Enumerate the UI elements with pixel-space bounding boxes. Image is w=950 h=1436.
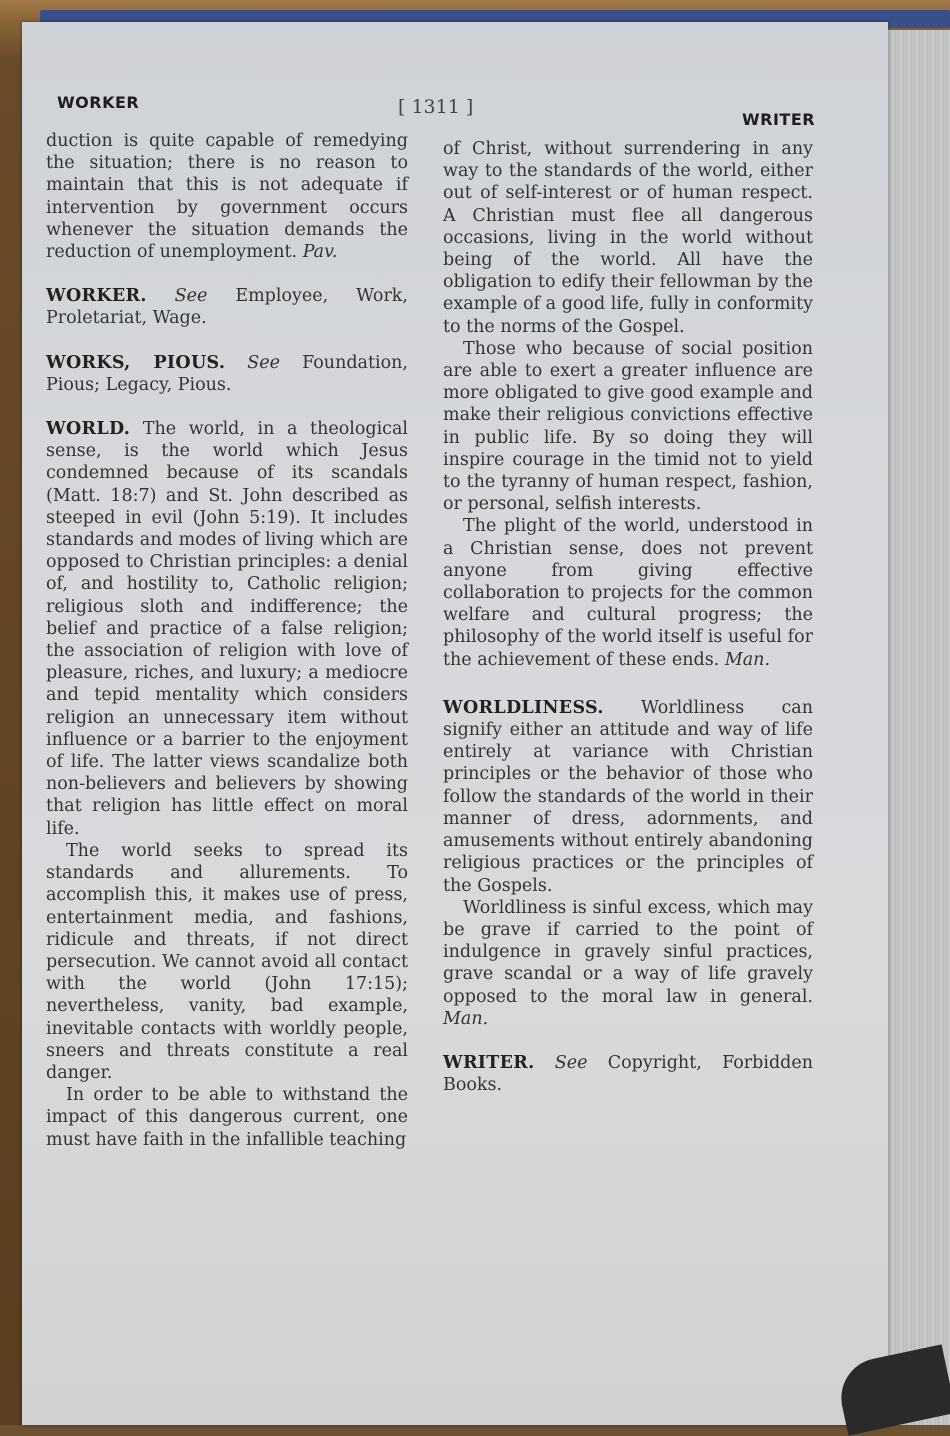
cross-references: Employee, Work, Proletariat, Wage. [46, 286, 408, 329]
entry-world [46, 418, 408, 840]
continued-paragraph: duction is quite capable of remedying the situation; there is no reason to maintain that this is not adequate if intervention by government occurs whenever the situation demands the reduction of unemployment. Pav. [46, 131, 408, 263]
paragraph: The plight of the world, understood in a Christian sense, does not prevent anyone from giving effective collaboration to projects for the common welfare and cultural progress; the philosophy of the world itself is useful for the achievement of these ends. Man. [443, 516, 813, 670]
author-initials: Man. [443, 1008, 489, 1029]
author-initials: Man. [724, 649, 771, 670]
entry-worker [46, 285, 408, 329]
see-reference: See [247, 352, 280, 373]
right-column [443, 138, 813, 1096]
entry-writer [443, 1052, 813, 1096]
entry-worldliness [443, 697, 813, 897]
cross-references: Copyright, Forbidden Books. [443, 1052, 813, 1096]
page-number: [ 1311 ] [398, 96, 474, 118]
headword: WORLD. [46, 419, 131, 440]
paragraph: The world, in a theological sense, is the world which Jesus condemned because of its scandals (Matt. 18:7) and St. John described as steeped in evil (John 5:19). It includes standards and modes of living which are opposed to Christian principles: a denial of, and hostility to, Catholic religion; religious sloth and indifference; the belief and practice of a false religion; the association of religion with love of pleasure, riches, and luxury; a mediocre and tepid mentality which considers religion an unnecessary item without influence or a barrier to the enjoyment of life. The latter views scandalize both non-believers and believers by showing that religion has little effect on moral life. [46, 419, 408, 839]
headword: WORKER. [46, 286, 147, 307]
left-column [46, 130, 408, 1151]
headword: WORLDLINESS. [443, 697, 604, 718]
paragraph: The world seeks to spread its standards and allurements. To accomplish this, it makes use of press, entertainment media, and fashions, ridicule and threats, if not direct persecution. We cannot avoid all contact with the world (John 17:15); nevertheless, vanity, bad example, inevitable contacts with worldly people, sneers and threats constitute a real danger. [46, 840, 408, 1083]
right-guide-word: WRITER [742, 110, 816, 129]
paragraph: Worldliness can signify either an attitude and way of life entirely at variance with Christian principles or the behavior of those who follow the standards of the world in their manner of dress, adornments, and amusements without entirely abandoning religious practices or the principles of the Gospels. [443, 697, 813, 896]
left-guide-word: WORKER [57, 93, 140, 112]
cross-references: Foundation, Pious; Legacy, Pious. [46, 352, 408, 395]
paragraph: In order to be able to withstand the impact of this dangerous current, one must have faith in the infallible teaching [46, 1085, 408, 1150]
author-initials: Pav. [302, 242, 338, 263]
headword: WORKS, PIOUS. [46, 352, 226, 373]
paragraph: Worldliness is sinful excess, which may be grave if carried to the point of indulgence in gravely sinful practices, grave scandal or a way of life gravely opposed to the moral law in general. Man. [443, 897, 813, 1029]
paragraph: Those who because of social position are able to exert a greater influence are more obligated to give good example and make their religious convictions effective in public life. By so doing they will inspire courage in the timid not to yield to the tyranny of human respect, fashion, or personal, selfish interests. [443, 338, 813, 515]
see-reference: See [554, 1052, 588, 1073]
entry-works-pious [46, 352, 408, 396]
see-reference: See [174, 286, 208, 307]
continued-paragraph: of Christ, without surrendering in any way to the standards of the world, either out of self-interest or of human respect. A Christian must flee all dangerous occasions, living in the world without being of the world. All have the obligation to edify their fellowman by the example of a good life, fully in conformity to the norms of the Gospel. [443, 139, 813, 337]
headword: WRITER. [443, 1052, 535, 1073]
